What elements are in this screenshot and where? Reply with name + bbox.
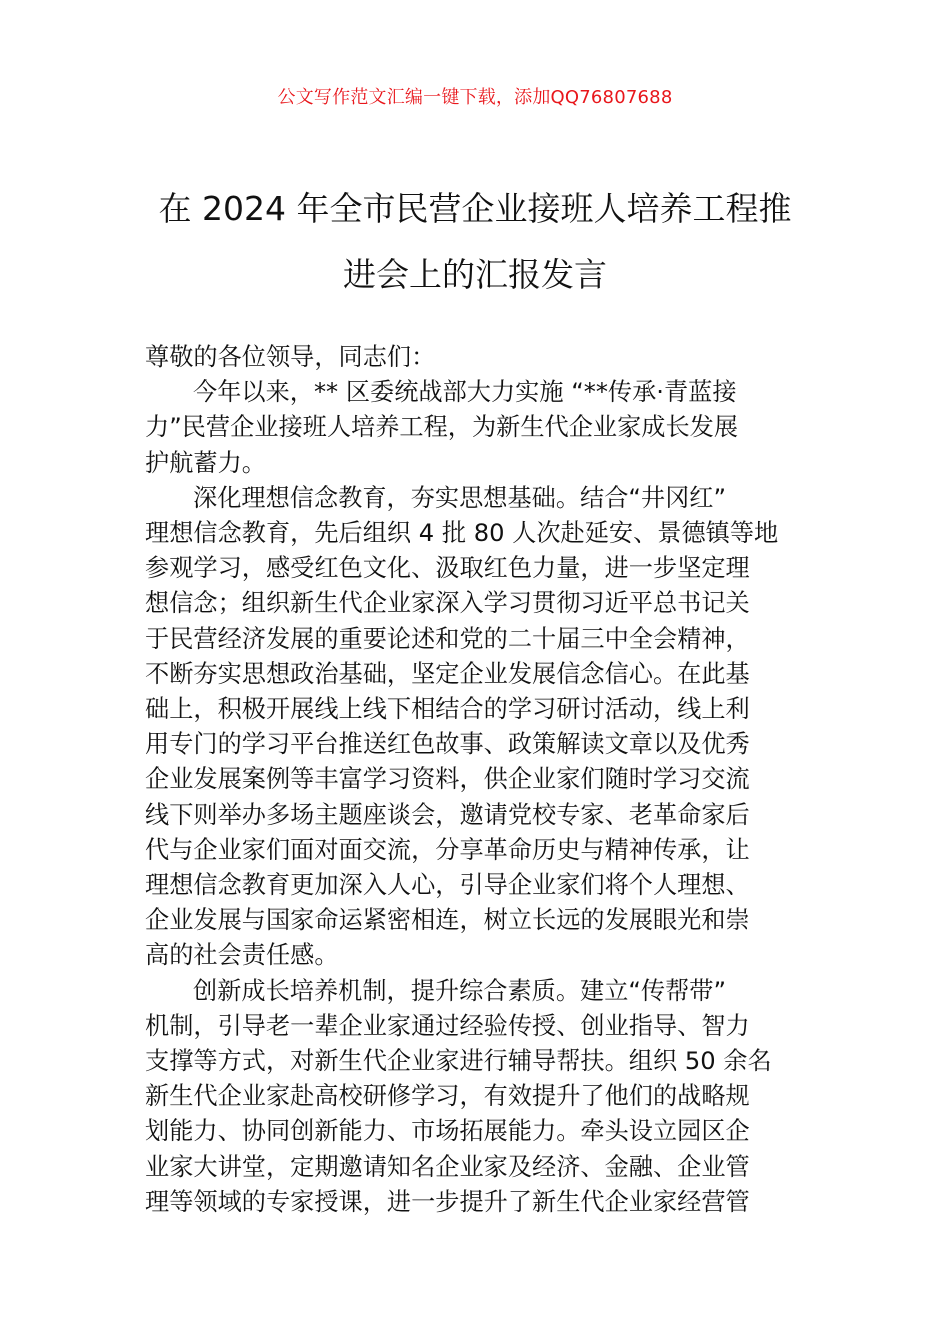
paragraph-line: 深化理想信念教育，夯实思想基础。结合“井冈红” [193,483,727,512]
paragraph-line: 理等领域的专家授课，进一步提升了新生代企业家经营管 [145,1187,750,1216]
paragraph-line: 想信念；组织新生代企业家深入学习贯彻习近平总书记关 [145,589,750,618]
paragraph-line: 创新成长培养机制，提升综合素质。建立“传帮带” [193,976,727,1005]
paragraph-line: 础上，积极开展线上线下相结合的学习研讨活动，线上利 [145,695,750,724]
paragraph-line: 今年以来，** 区委统战部大力实施 “**传承·青蓝接 [193,378,737,407]
paragraph-line: 企业发展案例等丰富学习资料，供企业家们随时学习交流 [145,765,750,794]
paragraph-line: 新生代企业家赴高校研修学习，有效提升了他们的战略规 [145,1082,750,1111]
paragraph-line: 划能力、协同创新能力、市场拓展能力。牵头设立园区企 [145,1117,750,1146]
paragraph-line: 于民营经济发展的重要论述和党的二十届三中全会精神， [145,624,750,653]
paragraph-line: 高的社会责任感。 [145,941,339,970]
paragraph-line: 力”民营企业接班人培养工程，为新生代企业家成长发展 [145,413,739,442]
title-line-1: 在 2024 年全市民营企业接班人培养工程推 [158,189,792,228]
paragraph-line: 机制，引导老一辈企业家通过经验传授、创业指导、智力 [145,1011,750,1040]
paragraph-line: 参观学习，感受红色文化、汲取红色力量，进一步坚定理 [145,554,750,583]
paragraph-line: 业家大讲堂，定期邀请知名企业家及经济、金融、企业管 [145,1152,750,1181]
paragraph-line: 理想信念教育，先后组织 4 批 80 人次赴延安、景德镇等地 [145,519,779,548]
paragraph-line: 线下则举办多场主题座谈会，邀请党校专家、老革命家后 [145,800,750,829]
paragraph-line: 代与企业家们面对面交流，分享革命历史与精神传承，让 [145,835,750,864]
paragraph-line: 支撑等方式，对新生代企业家进行辅导帮扶。组织 50 余名 [145,1047,772,1076]
salutation [145,340,810,375]
paragraph-3 [145,974,810,1220]
document-body [145,340,810,1220]
title-line-2: 进会上的汇报发言 [343,255,607,294]
paragraph-line: 企业发展与国家命运紧密相连，树立长远的发展眼光和崇 [145,906,750,935]
paragraph-line: 用专门的学习平台推送红色故事、政策解读文章以及优秀 [145,730,750,759]
paragraph-2 [145,481,810,974]
document-title [120,176,830,308]
paragraph-line: 不断夯实思想政治基础，坚定企业发展信念信心。在此基 [145,659,750,688]
paragraph-1 [145,375,810,481]
salutation-line: 尊敬的各位领导，同志们： [145,343,436,371]
header-promo-note: 公文写作范文汇编一键下载，添加QQ76807688 [277,87,673,108]
paragraph-line: 理想信念教育更加深入人心，引导企业家们将个人理想、 [145,871,750,900]
paragraph-line: 护航蓄力。 [145,448,266,477]
